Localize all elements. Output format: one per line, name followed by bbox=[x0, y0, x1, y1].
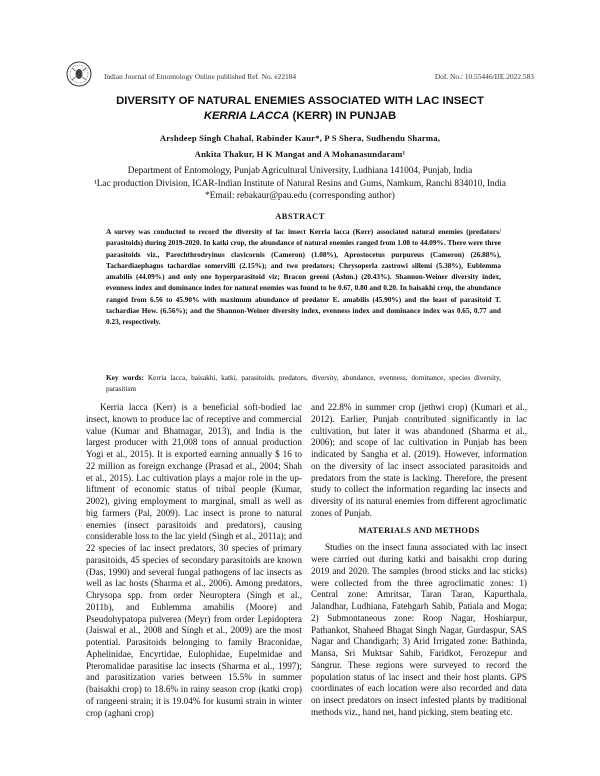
title-species-name: KERRIA LACCA bbox=[203, 110, 290, 122]
intro-paragraph-2: and 22.8% in summer crop (jethwi crop) (Kumari et al., 2012). Earlier, Punjab contributed significantly in lac cultivation, but later it was abandoned (Sharma et al., 2006); and scope of lac cultivation in Punjab has been indicated by Sangha et al. (2019). However, information on the diversity of lac insect associated parasitoids and predators from the state is lacking. Therefore, the present study to collect the information regarding lac insects and diversity of its natural enemies from different agroclimatic zones of Punjab. bbox=[311, 402, 527, 518]
body-column-right bbox=[311, 402, 527, 719]
authors-line-1: Arshdeep Singh Chahal, Rabinder Kaur*, P S Shera, Sudhendu Sharma, bbox=[159, 133, 441, 143]
article-title bbox=[0, 94, 600, 124]
affiliation-line-1: Department of Entomology, Punjab Agricultural University, Ludhiana 141004, Punjab, India bbox=[127, 166, 473, 176]
journal-logo-icon bbox=[66, 61, 92, 87]
affiliation-line-2: ¹Lac production Division, ICAR-Indian Institute of Natural Resins and Gums, Namkum, Ranchi 834010, India bbox=[93, 178, 507, 189]
methods-paragraph: Studies on the insect fauna associated with lac insect were carried out during katki and baisakhi crop during 2019 and 2020. The samples (brood sticks and lac sticks) were collected from the three agroclimatic zones: 1) Central zone: Amritsar, Taran Taran, Kapurthala, Jalandhar, Ludhiana, Fatehgarh Sahib, Patiala and Moga; 2) Submontaneous zone: Roop Nagar, Hoshiarpur, Pathankot, Shaheed Bhagat Singh Nagar, Gurdaspur, SAS Nagar and Chandigarh; 3) Arid Irrigated zone: Bathinda, Mansa, Sri Muktsar Sahib, Faridkot, Ferozepur and Sangrur. These regions were surveyed to record the population status of lac insect and their host plants. GPS coordinates of each location were also recorded and data on insect predators on insect infested plants by traditional methods viz., hand net, hand picking, stem beating etc. bbox=[311, 542, 527, 717]
abstract-text: A survey was conducted to record the diversity of lac insect Kerria lacca (Kerr) associated natural enemies (predators/ parasitoids) during 2019-2020. In katki crop, the abundance of natural enemies ranged from 1.08 to 44.09%. There were three parasitoids viz., Parechthrodryinus clavicornis (Cameron) (1.08%), Aprostocetus purpureus (Cameron) (26.88%), Tachardiaephagus tachardiae somervilli (2.15%); and two predators; Chrysoperla zastrowi sillemi (5.38%), Eublemma amabilis (44.09%) and only one hyperparasitoid viz; Bracon greeni (Ashm.) (20.43%). Shannon-Weiner diversity index, evenness index and dominance index for natural enemies was found to be 0.67, 0.80 and 0.20. In baisakhi crop, the abundance ranged from 6.56 to 45.90% with maximum abundance of predator E. amabilis (45.90%) and the least of parasitoid T. tachardiae How. (6.56%); and the Shannon-Weiner diversity index, evenness index and dominance index was 0.65, 0.77 and 0.23, respectively. bbox=[106, 227, 501, 327]
methods-heading: MATERIALS AND METHODS bbox=[358, 525, 480, 535]
title-line-2-rest: (KERR) IN PUNJAB bbox=[289, 110, 397, 122]
doi-number: DoI. No.: 10.55446/IJE.2022.583 bbox=[434, 72, 534, 81]
title-line-1: DIVERSITY OF NATURAL ENEMIES ASSOCIATED WITH LAC INSECT bbox=[116, 95, 484, 107]
keywords bbox=[106, 372, 501, 394]
authors-line-2: Ankita Thakur, H K Mangat and A Mohanasundaram¹ bbox=[194, 149, 406, 159]
title-line-2 bbox=[0, 109, 600, 124]
intro-paragraph-1: Kerria lacca (Kerr) is a beneficial soft-bodied lac insect, known to produce lac of receptive and commercial value (Kumar and Bhatnagar, 2013), and India is the largest producer with 21,008 tons of annual production Yogi et al., 2015). It is exported earning annually $ 16 to 22 million as foreign exchange (Prasad et al., 2004; Shah et al., 2015). Lac cultivation plays a major role in the up-liftment of economic status of tribal people (Kumar, 2002), giving employment to marginal, small as well as big farmers (Pal, 2009). Lac insect is prone to natural enemies (insect parasitoids and predators), causing considerable loss to the lac yield (Singh et al., 2011a); and 22 species of lac insect predators, 30 species of primary parasitoids, 45 species of secondary parasitoids are known (Das, 1990) and several fungal pathogens of lac insects as well as lac hosts (Sharma et al., 2006). Among predators, Chrysopa spp. from order Neuroptera (Singh et al., 2011b), and Eublemma amabilis (Moore) and Pseudohypatopa pulverea (Meyr) from order Lepidoptera (Jaiswal et al., 2008 and Singh et al., 2009) are the most potential. Parasitoids belonging to family Braconidae, Aphelinidae, Encyrtidae, Eulophidae, Eupelmidae and Pteromalidae parasitise lac insects (Sharma et al., 1997); and parasitization varies between 15.5% in summer (baisakhi crop) to 18.6% in rainy season crop (katki crop) of rangeeni strain; it is 19.04% for kusumi strain in winter crop (aghani crop) bbox=[86, 402, 302, 718]
journal-reference: Indian Journal of Entomology Online published Ref. No. e22184 bbox=[104, 72, 297, 81]
keywords-label: Key words: bbox=[106, 373, 144, 382]
running-header bbox=[104, 72, 534, 81]
keywords-text: Kerria lacca, baisakhi, katki, parasitoids, predators, diversity, abundance, evenness, dominance, species diversity, parasitism bbox=[106, 373, 501, 393]
abstract-heading: ABSTRACT bbox=[275, 212, 325, 221]
corresponding-email: *Email: rebakaur@pau.edu (corresponding author) bbox=[205, 191, 395, 201]
author-list bbox=[40, 130, 560, 162]
affiliations bbox=[40, 165, 560, 203]
body-column-left bbox=[86, 402, 302, 719]
